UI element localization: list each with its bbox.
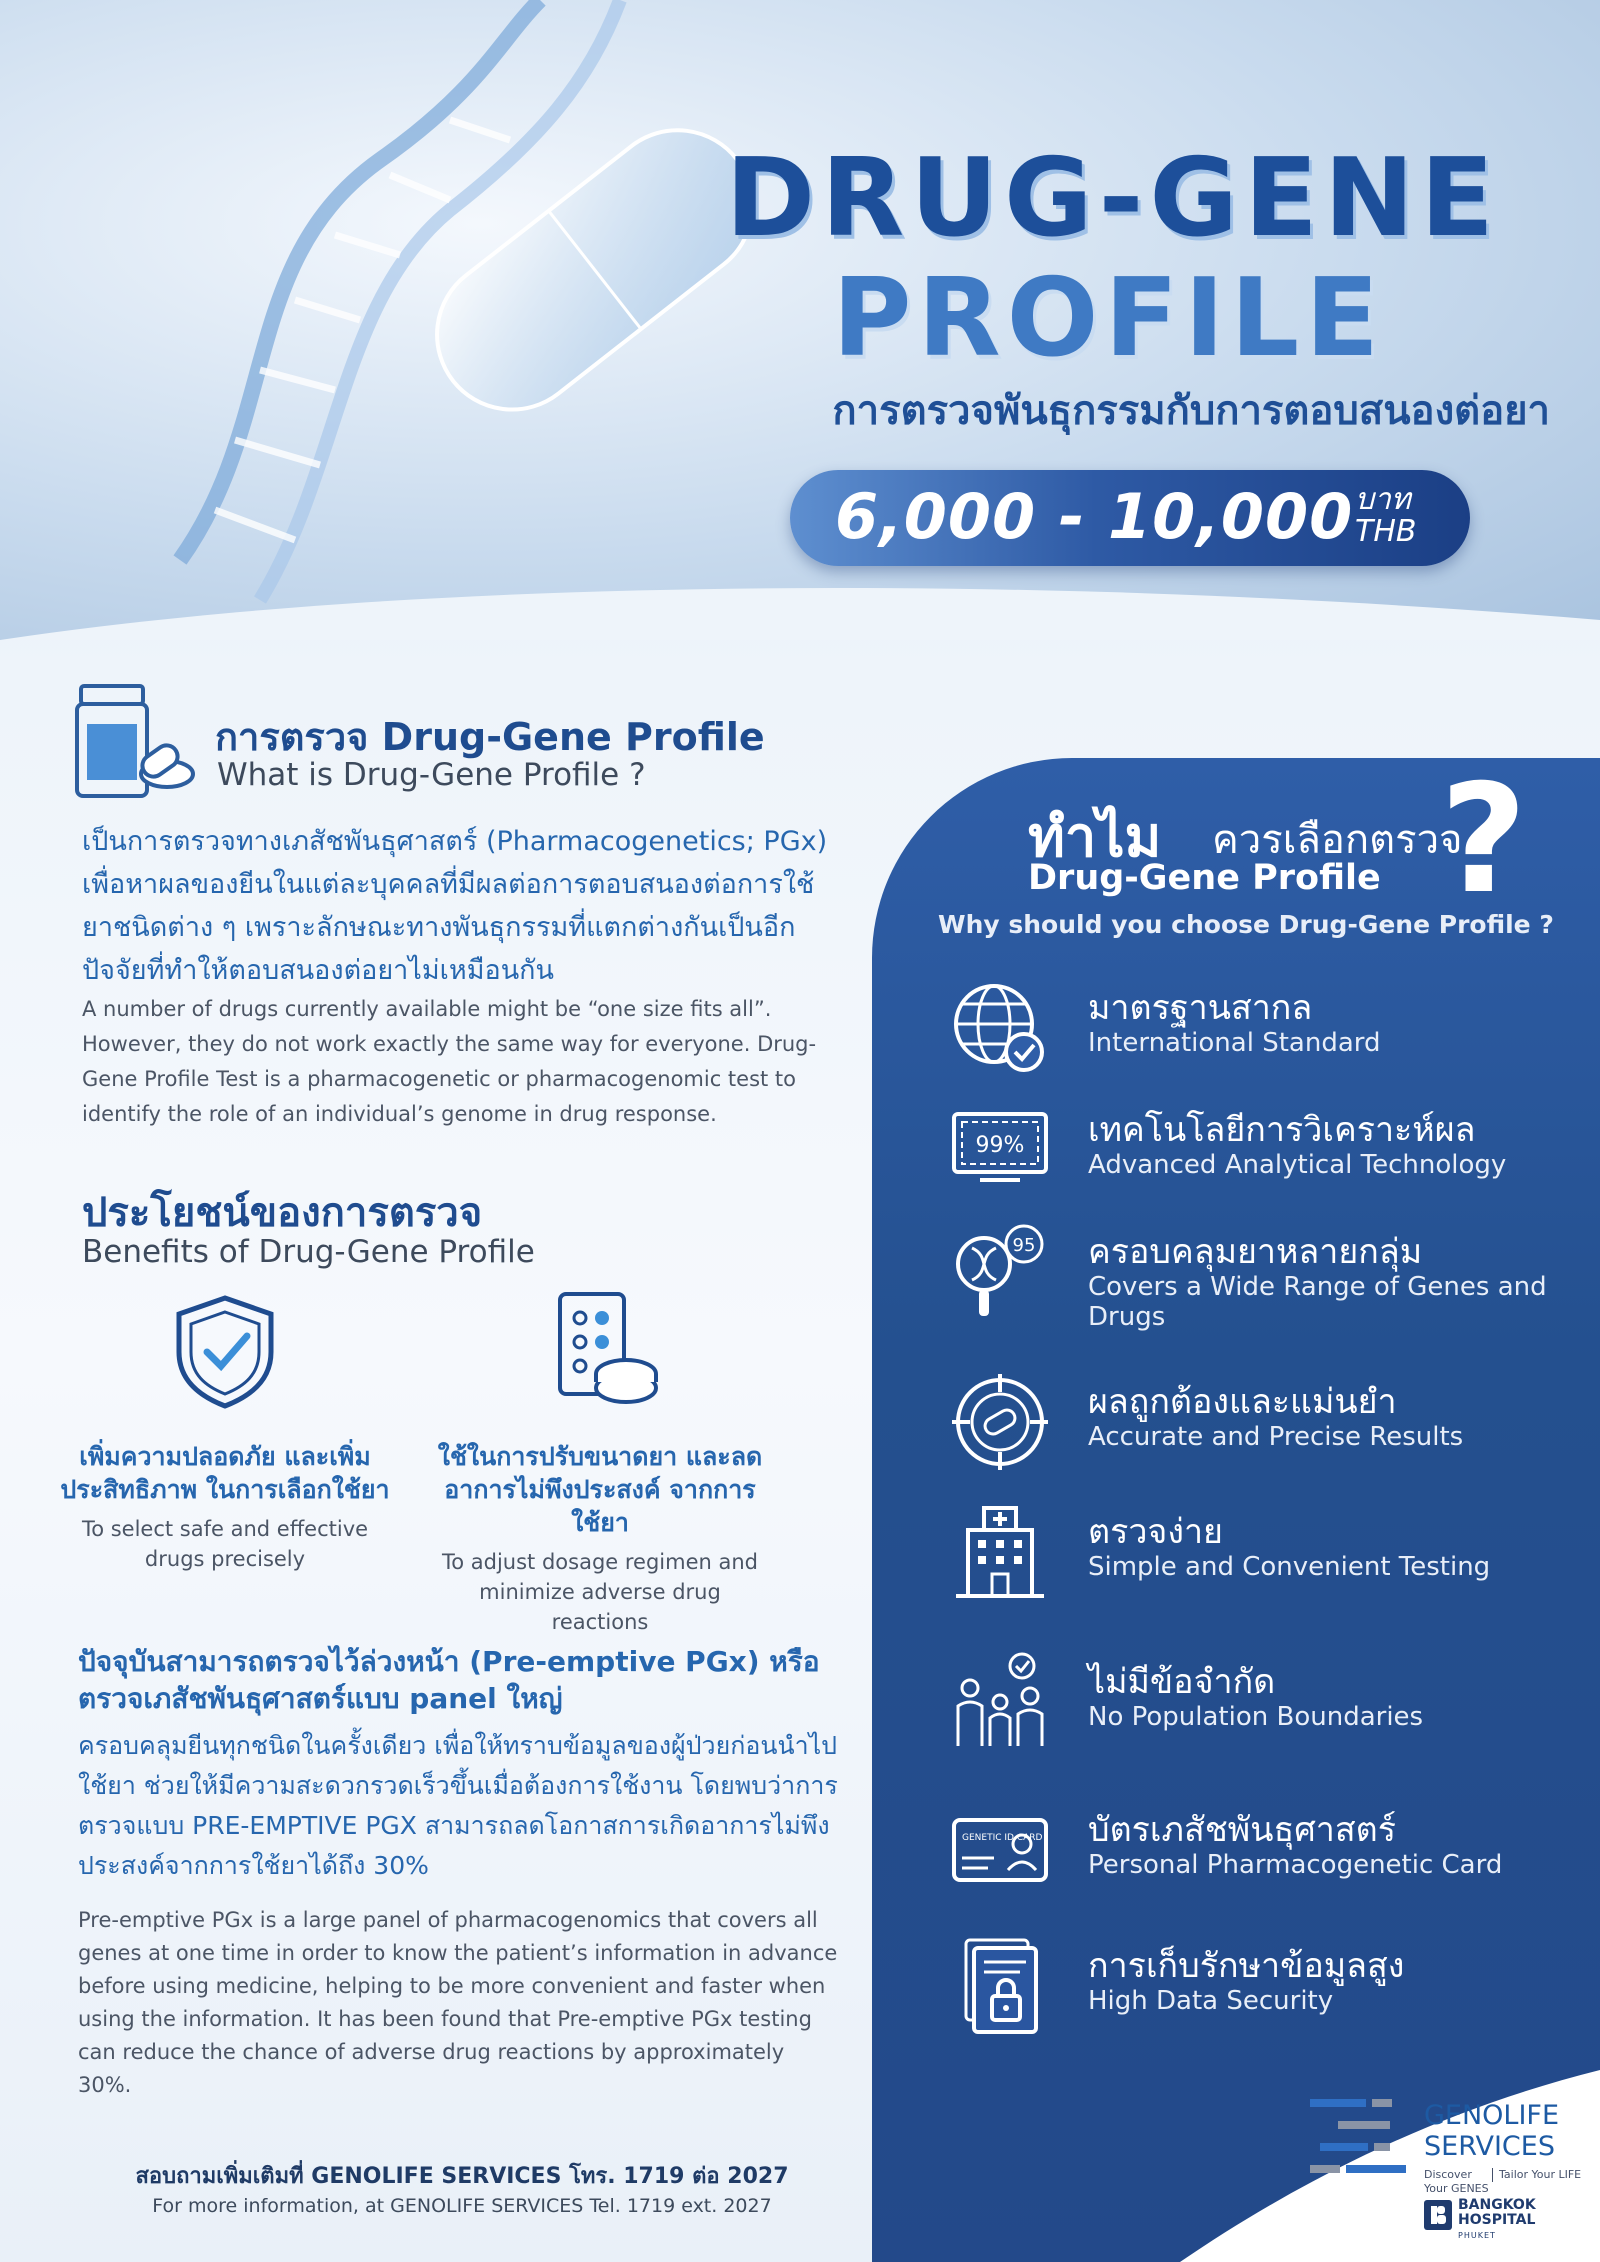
bangkok-hospital-logo-icon [1424,2200,1452,2230]
what-description-th: เป็นการตรวจทางเภสัชพันธุศาสตร์ (Pharmacogenetics; PGx) เพื่อหาผลของยีนในแต่ละบุคคลที่มีผลต่อการตอบสนองต่อการใช้ยาชนิดต่าง ๆ เพราะลักษณะทางพันธุกรรมที่แตกต่างกันเป็นอีกปัจจัยที่ทำให้ตอบสนองต่อยาไม่เหมือนกัน [82,826,828,986]
why-item-th: ตรวจง่าย [1088,1512,1223,1552]
monitor-99-icon [950,1100,1050,1200]
contact-info-th: สอบถามเพิ่มเติมที่ GENOLIFE SERVICES โทร. 1719 ต่อ 2027 [135,2164,789,2189]
what-title-en: What is Drug-Gene Profile ? [217,757,646,793]
preemptive-description-en: Pre-emptive PGx is a large panel of pharmacogenomics that covers all genes at one time in order to know the patient’s information in advance before using medicine, helping to be more convenient and faster when using the information. It has been found that Pre-emptive PGx testing can reduce the chance of adverse drug reactions by approximately 30%. [78,1908,838,2097]
preemptive-description-th: ครอบคลุมยีนทุกชนิดในครั้งเดียว เพื่อให้ทราบข้อมูลของผู้ป่วยก่อนนำไปใช้ยา ช่วยให้มีความสะดวกรวดเร็วขึ้นเมื่อต้องการใช้งาน โดยพบว่าการตรวจแบบ PRE-EMPTIVE PGX สามารถลดโอกาสการเกิดอาการไม่พึงประสงค์จากการใช้ยาได้ถึง 30% [78,1731,838,1880]
benefit-text-en: To select safe and effective drugs precisely [81,1517,369,1571]
id-card-label: GENETIC ID CARD [962,1833,1043,1843]
why-item-th: ไม่มีข้อจำกัด [1088,1662,1276,1702]
why-item [940,1936,1580,2036]
why-item-th: การเก็บรักษาข้อมูลสูง [1088,1946,1405,1986]
why-item-en: No Population Boundaries [1088,1702,1424,1732]
what-description-en: A number of drugs currently available might be “one size fits all”. However, they do not work exactly the same way for everyone. Drug-Gene Profile Test is a pharmacogenetic or pharmacogenomic test to identify the role of an individual’s genome in drug response. [82,997,817,1126]
genolife-tagline-a: Discover Your GENES [1424,2168,1489,2195]
why-item-th: บัตรเภสัชพันธุศาสตร์ [1088,1810,1396,1850]
why-subtitle: Why should you choose Drug-Gene Profile ? [938,910,1554,939]
percent-badge-text: 95 [1012,1235,1036,1256]
population-icon [950,1652,1050,1752]
hero-title-line2: PROFILE [832,256,1385,381]
why-item-th: มาตรฐานสากล [1088,988,1313,1028]
hero-title-line1: DRUG-GENE [725,136,1500,261]
hero-wave-divider [0,560,1600,640]
magnifier-dna-icon [950,1222,1050,1322]
contact-info-en: For more information, at GENOLIFE SERVICES Tel. 1719 ext. 2027 [152,2195,772,2217]
price-unit-en: THB [1355,514,1417,549]
question-mark: ? [1440,753,1528,927]
benefit-item [60,1290,390,1574]
why-item [940,1652,1580,1752]
medicine-bottle-icon [75,682,197,800]
price-unit-th: บาท [1355,482,1411,517]
why-item-en: Personal Pharmacogenetic Card [1088,1850,1503,1880]
why-item-en: High Data Security [1088,1986,1334,2016]
secure-document-icon [950,1936,1050,2036]
why-item [940,1222,1580,1332]
hospital-city: PHUKET [1458,2231,1496,2240]
why-item-en: Simple and Convenient Testing [1088,1552,1491,1582]
what-title-th: การตรวจ Drug-Gene Profile [215,715,765,759]
why-title-a: ทำไม [1028,805,1162,870]
why-title-b: ควรเลือกตรวจ [1212,817,1463,863]
benefit-item [435,1290,765,1637]
why-item [940,1372,1580,1472]
benefits-title-en: Benefits of Drug-Gene Profile [82,1234,535,1270]
benefits-title-th: ประโยชน์ของการตรวจ [82,1190,483,1236]
pill-dosage-icon [540,1290,660,1410]
why-item [940,1100,1580,1200]
why-item-en: International Standard [1088,1028,1381,1058]
why-item-en: Covers a Wide Range of Genes and Drugs [1088,1272,1547,1332]
why-item-th: ผลถูกต้องและแม่นยำ [1088,1382,1397,1422]
why-item-th: ครอบคลุมยาหลายกลุ่ม [1088,1232,1423,1272]
why-title-en: Drug-Gene Profile [1028,858,1381,898]
hospital-building-icon [950,1502,1050,1602]
price-range: 6,000 - 10,000 [835,480,1354,553]
why-item-th: เทคโนโลยีการวิเคราะห์ผล [1088,1110,1476,1150]
shield-check-icon [165,1290,285,1410]
why-item [940,1502,1580,1602]
price-badge [790,470,1470,566]
benefit-text-en: To adjust dosage regimen and minimize adverse drug reactions [441,1550,758,1634]
hero-banner [0,0,1600,640]
why-item-en: Advanced Analytical Technology [1088,1150,1507,1180]
hero-subtitle: การตรวจพันธุกรรมกับการตอบสนองต่อยา [832,388,1550,434]
preemptive-title: ปัจจุบันสามารถตรวจไว้ล่วงหน้า (Pre-emptive PGx) หรือตรวจเภสัชพันธุศาสตร์แบบ panel ใหญ่ [78,1645,820,1715]
why-item [940,1800,1580,1900]
genolife-tagline-b: Tailor Your LIFE [1492,2168,1582,2182]
why-item [940,978,1580,1078]
benefit-text-th: ใช้ในการปรับขนาดยา และลดอาการไม่พึงประสงค์ จากการใช้ยา [437,1442,763,1537]
why-item-en: Accurate and Precise Results [1088,1422,1464,1452]
genolife-name: GENOLIFE SERVICES [1424,2100,1560,2162]
genetic-id-card-icon [950,1800,1050,1900]
hospital-name: BANGKOK HOSPITAL [1458,2197,1536,2228]
target-pill-icon [950,1372,1050,1472]
benefit-text-th: เพิ่มความปลอดภัย และเพิ่มประสิทธิภาพ ในการเลือกใช้ยา [60,1442,390,1504]
globe-check-icon [950,978,1050,1078]
monitor-badge-text: 99% [975,1133,1025,1158]
